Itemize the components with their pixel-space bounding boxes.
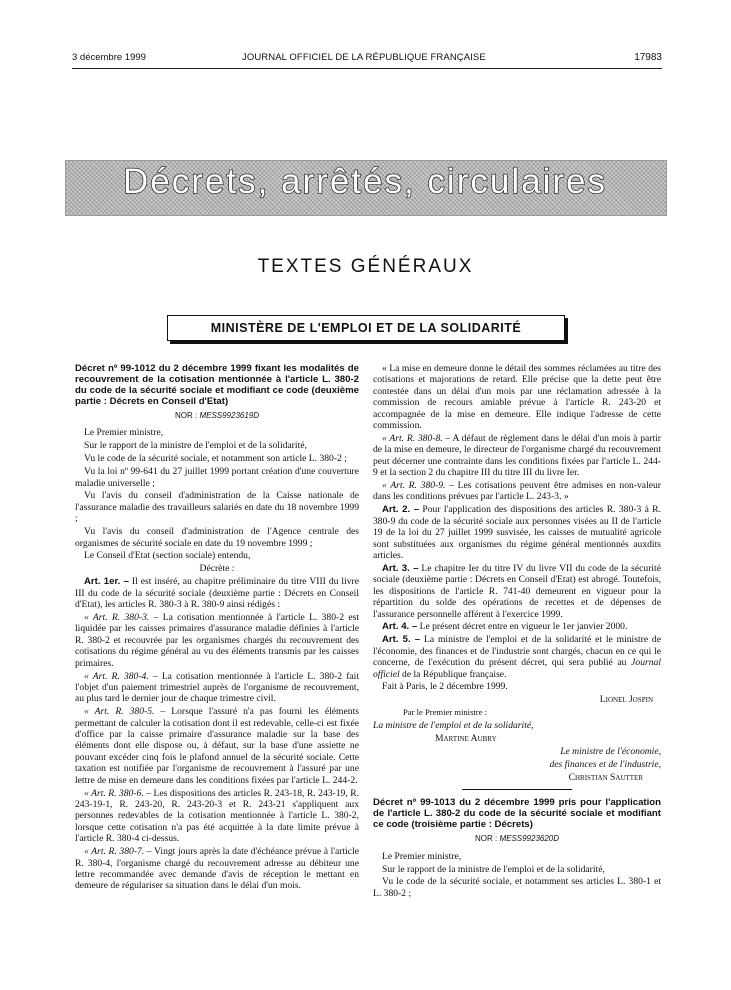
decree1-p5: Vu l'avis du conseil d'administration de la Caisse nationale de l'assurance maladie des travailleurs salariés en date du 18 novembre 1999 ; [75, 490, 359, 525]
decree2-p1: Le Premier ministre, [382, 850, 462, 862]
article-2: Art. 2. – Pour l'application des dispositions des articles R. 380-3 à R. 380-9 du code de la sécurité sociale aux personnes visées au II de l'article 19 de la loi du 27 juillet 1999 susvisée, les caisses de mutualité agricole sont substituées aux organismes du régime général mentionnés auxdits articles. [373, 504, 661, 561]
ministry-box: MINISTÈRE DE L'EMPLOI ET DE LA SOLIDARITÉ [167, 315, 565, 341]
signature-prime-minister: Lionel Jospin [599, 694, 653, 706]
decree1-p6: Vu l'avis du conseil d'administration de l'Agence centrale des organismes de sécurité sociale en date du 19 novembre 1999 ; [75, 526, 359, 549]
right-column [373, 363, 661, 901]
banner-title: Décrets, arrêtés, circulaires [123, 162, 607, 201]
article-r380-5: « Art. R. 380-5. – Lorsque l'assuré n'a pas fourni les éléments permettant de calculer la cotisation dont il est redevable, celle-ci est fixée d'office par la caisse primaire d'assurance maladie sur la base des éléments dont elle dispose ou, à défaut, sur la base d'une assiette ne pouvant excéder cinq fois le plafond annuel de la sécurité sociale. Cette taxation est notifiée par l'organisme de recouvrement à l'assuré par une lettre de mise en demeure dans les conditions fixées par l'article L. 244-2. [75, 706, 359, 786]
decree1-done: Fait à Paris, le 2 décembre 1999. [382, 681, 508, 693]
decree1-title: Décret nº 99-1012 du 2 décembre 1999 fixant les modalités de recouvrement de la cotisation mentionnée à l'article L. 380-2 du code de la sécurité sociale et modifiant ce code (deuxième partie : Décrets en Conseil d'Etat) [75, 363, 359, 407]
article-3: Art. 3. – Le chapitre Ier du titre IV du livre VII du code de la sécurité sociale (deuxième partie : Décrets en Conseil d'Etat) est abrogé. Toutefois, les dispositions de l'article R. 741-40 demeurent en vigueur pour la répartition du solde des opérations de recettes et de dépenses de l'assurance personnelle afférent à l'exercice 1999. [373, 562, 661, 620]
signature-minister2-title2: des finances et de l'industrie, [549, 758, 661, 770]
article-5: Art. 5. – La ministre de l'emploi et de la solidarité et le ministre de l'économie, des finances et de l'industrie sont chargés, chacun en ce qui le concerne, de l'exécution du présent décret, qui sera publié au Journal officiel de la République française. [373, 634, 661, 680]
article-r380-3: « Art. R. 380-3. – La cotisation mentionnée à l'article L. 380-2 est liquidée par les caisses primaires d'assurance maladie définies à l'article R. 380-2 et recouvrée par les organismes chargés du recouvrement des cotisations du régime général au vu des éléments transmis par les caisses primaires. [75, 612, 359, 669]
header-journal-title: JOURNAL OFFICIEL DE LA RÉPUBLIQUE FRANÇAISE [242, 52, 486, 63]
left-column [75, 363, 359, 893]
signature-minister2-name: Christian Sautter [568, 771, 643, 783]
header-page-number: 17983 [634, 52, 662, 63]
decree-separator [462, 789, 572, 790]
article-r380-4: « Art. R. 380-4. – La cotisation mentionnée à l'article L. 380-2 fait l'objet d'un paiement trimestriel auprès de l'organisme de recouvrement, au plus tard le dernier jour de chaque trimestre civil. [75, 670, 359, 705]
signature-minister2-title1: Le ministre de l'économie, [560, 746, 661, 757]
signature-par: Par le Premier ministre : [403, 707, 488, 718]
article-4: Art. 4. – Le présent décret entre en vigueur le 1er janvier 2000. [382, 621, 628, 633]
article-1: Art. 1er. – Il est inséré, au chapitre préliminaire du titre VIII du livre III du code de la sécurité sociale (deuxième partie : Décrets en Conseil d'Etat), les articles R. 380-3 à R. 380-9 ainsi rédigés : [75, 576, 360, 611]
decree2-p2: Sur le rapport de la ministre de l'emploi et de la solidarité, [382, 863, 605, 875]
article-r380-9: « Art. R. 380-9. – Les cotisations peuvent être admises en non-valeur dans les conditions prévues par l'article L. 243-3. » [373, 480, 661, 503]
decree2-p3: Vu le code de la sécurité sociale, et notamment ses articles L. 380-1 et L. 380-2 ; [373, 876, 661, 899]
page-header [72, 52, 662, 66]
decree1-p3: Vu le code de la sécurité sociale, et notamment son article L. 380-2 ; [84, 453, 347, 465]
decree1-p7: Le Conseil d'Etat (section sociale) entendu, [84, 550, 251, 562]
decree2-nor: NOR : MESS9923620D [474, 834, 560, 844]
decree1-p1: Le Premier ministre, [84, 427, 164, 439]
signature-minister1-title: La ministre de l'emploi et de la solidarité, [373, 720, 534, 732]
decree1-nor: NOR : MESS9923619D [174, 411, 260, 420]
article-r380-6: « Art. R. 380-6. – Les dispositions des articles R. 243-18, R. 243-19, R. 243-19-1, R. 243-20, R. 243-20-3 et R. 243-21 s'appliquent aux personnes redevables de la cotisation mentionnée à l'article L. 380-2, lorsque cette cotisation n'a pas été acquittée à la date limite prévue à l'article R. 380-4 ci-dessus. [75, 787, 360, 845]
decree2-title: Décret nº 99-1013 du 2 décembre 1999 pris pour l'application de l'article L. 380-2 du code de la sécurité sociale et modifiant ce code (troisième partie : Décrets) [373, 797, 661, 831]
article-r380-7-continued: « La mise en demeure donne le détail des sommes réclamées au titre des cotisations et majorations de retard. Elle précise que la dette peut être contestée dans un délai d'un mois par une réclamation adressée à la commission de recours amiable prévue à l'article R. 243-20 et accompagnée de la mise en demeure. Elle indique l'adresse de cette commission. [373, 363, 661, 432]
decree1-p4: Vu la loi nº 99-641 du 27 juillet 1999 portant création d'une couverture maladie universelle ; [75, 466, 359, 489]
signature-minister1-name: Martine Aubry [435, 733, 497, 745]
section-title: TEXTES GÉNÉRAUX [257, 256, 474, 277]
header-date: 3 décembre 1999 [72, 52, 146, 63]
article-r380-8: « Art. R. 380-8. – A défaut de règlement dans le délai d'un mois à partir de la mise en demeure, le directeur de l'organisme chargé du recouvrement peut décerner une contrainte dans les conditions fixées par l'article L. 244-9 et la section 2 du chapitre III du titre III du livre Ier. [373, 432, 661, 479]
article-r380-7: « Art. R. 380-7. – Vingt jours après la date d'échéance prévue à l'article R. 380-4, l'organisme chargé du recouvrement adresse au débiteur une lettre recommandée avec demande d'avis de réception le mettant en demeure de régulariser sa situation dans le délai d'un mois. [75, 846, 359, 892]
header-rule [72, 68, 662, 69]
decree1-decrete: Décrète : [199, 563, 235, 575]
decree1-p2: Sur le rapport de la ministre de l'emploi et de la solidarité, [84, 440, 307, 452]
